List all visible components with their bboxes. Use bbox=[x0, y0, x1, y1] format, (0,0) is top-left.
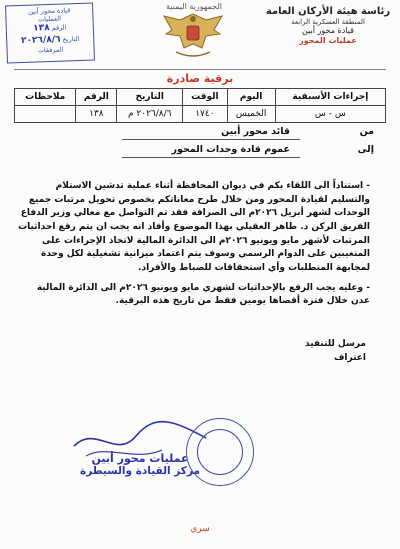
signature-line: مركز القيادة والسيطرة bbox=[80, 465, 200, 477]
table-header-cell: الوقت bbox=[183, 89, 227, 106]
table-cell: ١٧٤٠ bbox=[183, 106, 227, 123]
table-row bbox=[15, 106, 386, 123]
eagle-emblem-icon bbox=[158, 4, 228, 62]
from-underline bbox=[122, 139, 300, 140]
dispatch-line: مرسل للتنفيذ bbox=[305, 339, 366, 349]
round-seal-icon bbox=[186, 418, 254, 486]
table-cell: ١٣٨ bbox=[76, 106, 117, 123]
table-header-cell: التاريخ bbox=[117, 89, 183, 106]
stamp-number: ١٣٨ bbox=[32, 23, 50, 34]
table-cell: س - س bbox=[275, 106, 385, 123]
dispatch-line: اعتراف bbox=[333, 352, 366, 363]
header-line: قيادة محور أبين bbox=[302, 25, 354, 35]
header-line: عمليات المحور bbox=[299, 35, 357, 45]
header-divider bbox=[14, 69, 386, 70]
to-value: عموم قادة وحدات المحور bbox=[171, 144, 290, 155]
table-cell bbox=[15, 106, 76, 123]
classification-footer: سري bbox=[190, 524, 210, 534]
stamp-number-row: الرقم ١٣٨ bbox=[32, 23, 67, 34]
table-header-row bbox=[15, 89, 386, 106]
stamp-date-row: التاريخ ٢٠٢٦/٨/٦ bbox=[20, 34, 80, 46]
seal-inner-ring bbox=[197, 429, 243, 475]
telegram-body bbox=[18, 180, 370, 309]
header-line: رئاسة هيئة الأركان العامة bbox=[265, 6, 391, 17]
body-paragraph: - استناداً الى اللقاء بكم في ديوان المحافظة أثناء عملية تدشين الاستلام والتسليم لقيادة المحور ومن خلال طرح معاناتكم بخصوص تحويل مرتبات جميع الوحدات لشهر أبريل ٢٠٢٦م الى الصرافة فقد تم التواصل مع معالي وزير الدفاع الفريق الركن د. طاهر العقيلي بهذا الموضوع وأفاد انه يجب ان يتم رفع احداثيات المرتبات لأشهر مايو ويونيو ٢٠٢٦م الى الدائرة المالية لاتخاذ الإجراءات على المتغيبين على الدوام الرسمي وسوف يتم اعتماد ميزانية تشغيلية لكل وحدة لمجابهة المتطلبات وأي استحقاقات للضباط والأفراد. bbox=[18, 181, 370, 274]
telegram-info-table bbox=[14, 88, 386, 123]
signature-line: عمليات محور أبين bbox=[91, 452, 189, 465]
table-header-cell: اليوم bbox=[227, 89, 275, 106]
dispatch-note bbox=[305, 338, 366, 366]
incoming-stamp bbox=[5, 2, 95, 63]
table-cell: ٢٠٢٦/٨/٦ م bbox=[117, 106, 183, 123]
to-label: إلى bbox=[357, 144, 374, 155]
stamp-line: قيادة محور أبين bbox=[28, 6, 71, 16]
to-underline bbox=[122, 157, 300, 158]
stamp-line: العمليات bbox=[37, 14, 62, 24]
from-value: قائد محور أبين bbox=[221, 126, 290, 137]
header-authority-block bbox=[264, 6, 392, 45]
table-header-cell: ملاحظات bbox=[15, 89, 76, 106]
table-header-cell: إجراءات الأسبقية bbox=[275, 89, 385, 106]
header-motto: الجمهورية اليمنية bbox=[165, 2, 222, 11]
stamp-date: ٢٠٢٦/٨/٦ bbox=[20, 34, 61, 46]
stamp-line: المرفقات bbox=[37, 45, 64, 55]
document-title: برقية صادرة bbox=[166, 72, 234, 85]
header-line: المنطقة العسكرية الرابعة bbox=[291, 17, 365, 26]
from-label: من bbox=[359, 126, 374, 137]
table-header-cell: الرقم bbox=[76, 89, 117, 106]
body-paragraph: - وعليه يجب الرفع بالإحداثيات لشهري مايو ويونيو ٢٠٢٦م الى الدائرة المالية عدن خلال فترة أقصاها يومين فقط من تاريخ هذه البرقية. bbox=[36, 282, 370, 307]
table-cell: الخميس bbox=[227, 106, 275, 123]
